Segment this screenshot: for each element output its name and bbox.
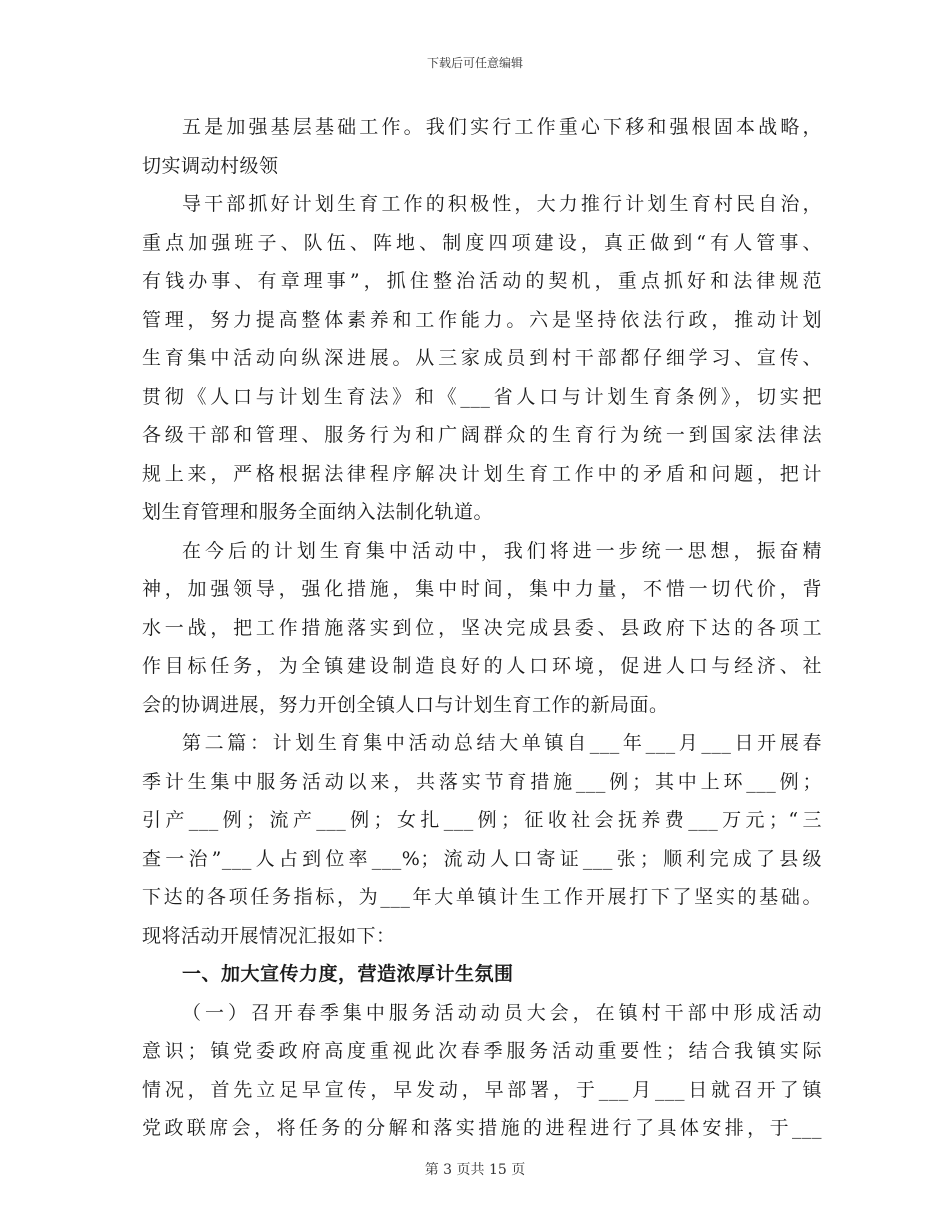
text-line: 划生育管理和服务全面纳入法制化轨道。 <box>142 501 494 523</box>
text-line: 党政联席会，将任务的分解和落实措施的进程进行了具体安排，于___ <box>142 1117 822 1139</box>
text-line: 第二篇：计划生育集中活动总结大单镇自___年___月___日开展春 <box>182 732 822 754</box>
text-line: 水一战，把工作措施落实到位，坚决完成县委、县政府下达的各项工 <box>142 616 822 639</box>
text-line: 会的协调进展，努力开创全镇人口与计划生育工作的新局面。 <box>142 693 669 716</box>
page-header: 下载后可任意编辑 <box>426 56 523 70</box>
text-line: 五是加强基层基础工作。我们实行工作重心下移和强根固本战略， <box>182 116 822 138</box>
text-line: 重点加强班子、队伍、阵地、制度四项建设，真正做到“有人管事、 <box>142 231 822 254</box>
text-line: 规上来，严格根据法律程序解决计划生育工作中的矛盾和问题，把计 <box>142 462 822 485</box>
text-line: 在今后的计划生育集中活动中，我们将进一步统一思想，振奋精 <box>182 539 822 562</box>
text-line: 引产___例；流产___例；女扎___例；征收社会抚养费___万元；“三 <box>142 809 822 831</box>
text-line: 各级干部和管理、服务行为和广阔群众的生育行为统一到国家法律法 <box>142 424 822 446</box>
text-line: 管理，努力提高整体素养和工作能力。六是坚持依法行政，推动计划 <box>142 308 822 331</box>
text-line: 导干部抓好计划生育工作的积极性，大力推行计划生育村民自治， <box>182 193 822 215</box>
text-line: 切实调动村级领 <box>142 154 279 177</box>
text-line: 意识；镇党委政府高度重视此次春季服务活动重要性；结合我镇实际 <box>142 1040 822 1062</box>
text-line: 情况，首先立足早宣传，早发动，早部署，于___月___日就召开了镇 <box>142 1078 822 1101</box>
page-footer: 第 3 页共 15 页 <box>424 1162 526 1178</box>
document-body <box>142 108 822 1148</box>
text-line: 查一治”___人占到位率___%；流动人口寄证___张；顺利完成了县级 <box>142 847 822 870</box>
text-line: 贯彻《人口与计划生育法》和《___省人口与计划生育条例》，切实把 <box>142 385 822 408</box>
text-line: 下达的各项任务指标，为___年大单镇计生工作开展打下了坚实的基础。 <box>142 886 822 908</box>
section-heading: 一、加大宣传力度，营造浓厚计生氛围 <box>182 963 514 985</box>
text-line: 现将活动开展情况汇报如下： <box>142 924 396 947</box>
text-line: （一）召开春季集中服务活动动员大会，在镇村干部中形成活动 <box>182 1001 822 1024</box>
text-line: 作目标任务，为全镇建设制造良好的人口环境，促进人口与经济、社 <box>142 655 822 677</box>
text-line: 神，加强领导，强化措施，集中时间，集中力量，不惜一切代价，背 <box>142 578 822 600</box>
text-line: 季计生集中服务活动以来，共落实节育措施___例；其中上环___例； <box>142 770 822 793</box>
text-line: 生育集中活动向纵深进展。从三家成员到村干部都仔细学习、宣传、 <box>142 347 822 369</box>
text-line: 有钱办事、有章理事”，抓住整治活动的契机，重点抓好和法律规范 <box>142 270 822 292</box>
